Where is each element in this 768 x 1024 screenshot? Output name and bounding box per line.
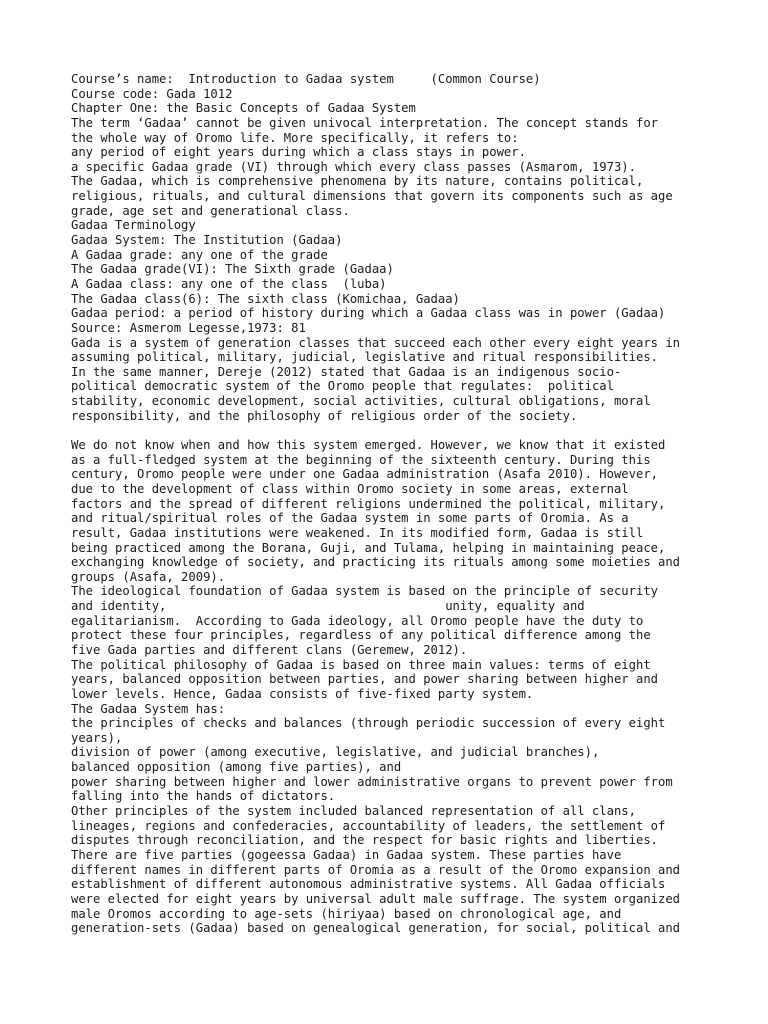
document-page — [71, 72, 711, 936]
text-line: grade, age set and generational class. — [71, 203, 350, 218]
text-line: generation-sets (Gadaa) based on genealogical generation, for social, political and — [71, 921, 681, 936]
text-line: the principles of checks and balances (through periodic succession of every eight — [71, 716, 666, 731]
text-line — [71, 423, 711, 438]
text-line: The Gadaa class(6): The sixth class (Komichaa, Gadaa) — [71, 291, 460, 306]
text-line: The term ‘Gadaa’ cannot be given univocal interpretation. The concept stands for — [71, 115, 658, 130]
text-line: The Gadaa, which is comprehensive phenomena by its nature, contains political, — [71, 174, 644, 189]
text-line: Course’s name: Introduction to Gadaa system (Common Course) — [71, 72, 541, 86]
text-line: Course code: Gada 1012 — [71, 86, 233, 101]
text-line: religious, rituals, and cultural dimensions that govern its components such as age — [71, 189, 673, 204]
text-line: male Oromos according to age-sets (hiriyaa) based on chronological age, and — [71, 906, 622, 921]
text-line: Gadaa period: a period of history during which a Gadaa class was in power (Gadaa) — [71, 306, 666, 321]
text-line: a specific Gadaa grade (VI) through which every class passes (Asmarom, 1973). — [71, 159, 636, 174]
text-line: division of power (among executive, legislative, and judicial branches), — [71, 745, 600, 760]
text-line: years), — [71, 730, 123, 745]
text-line: Gada is a system of generation classes that succeed each other every eight years in — [71, 335, 681, 350]
text-line: were elected for eight years by universal adult male suffrage. The system organized — [71, 891, 681, 906]
text-line: years, balanced opposition between parties, and power sharing between higher and — [71, 672, 658, 687]
text-line: There are five parties (gogeessa Gadaa) in Gadaa system. These parties have — [71, 847, 622, 862]
text-line: Chapter One: the Basic Concepts of Gadaa System — [71, 101, 416, 116]
text-line: as a full-fledged system at the beginning of the sixteenth century. During this — [71, 452, 651, 467]
text-line: being practiced among the Borana, Guji, and Tulama, helping in maintaining peace, — [71, 540, 666, 555]
text-line: assuming political, military, judicial, legislative and ritual responsibilities. — [71, 350, 658, 365]
text-line: A Gadaa class: any one of the class (luba) — [71, 276, 387, 291]
text-line: different names in different parts of Oromia as a result of the Oromo expansion and — [71, 862, 681, 877]
text-line: disputes through reconciliation, and the respect for basic rights and liberties. — [71, 833, 658, 848]
text-line: Other principles of the system included balanced representation of all clans, — [71, 804, 636, 819]
text-line: century, Oromo people were under one Gadaa administration (Asafa 2010). However, — [71, 467, 658, 482]
text-line: exchanging knowledge of society, and practicing its rituals among some moieties and — [71, 555, 681, 570]
text-line: groups (Asafa, 2009). — [71, 569, 226, 584]
text-line: and ritual/spiritual roles of the Gadaa system in some parts of Oromia. As a — [71, 511, 629, 526]
text-line: and identity, unity, equality and — [71, 599, 585, 614]
text-line: factors and the spread of different religions undermined the political, military, — [71, 496, 666, 511]
text-line: result, Gadaa institutions were weakened. In its modified form, Gadaa is still — [71, 525, 644, 540]
text-line: Gadaa Terminology — [71, 218, 196, 233]
text-line: falling into the hands of dictators. — [71, 789, 336, 804]
text-line: Source: Asmerom Legesse,1973: 81 — [71, 320, 306, 335]
text-line: Gadaa System: The Institution (Gadaa) — [71, 233, 343, 248]
text-line: The political philosophy of Gadaa is based on three main values: terms of eight — [71, 657, 651, 672]
text-line: lineages, regions and confederacies, accountability of leaders, the settlement of — [71, 818, 666, 833]
text-line: lower levels. Hence, Gadaa consists of five-fixed party system. — [71, 686, 534, 701]
text-line: protect these four principles, regardless of any political difference among the — [71, 628, 651, 643]
text-line: egalitarianism. According to Gada ideology, all Oromo people have the duty to — [71, 613, 644, 628]
text-line: balanced opposition (among five parties), and — [71, 760, 402, 775]
text-line: A Gadaa grade: any one of the grade — [71, 247, 328, 262]
text-line: any period of eight years during which a class stays in power. — [71, 145, 526, 160]
text-line: In the same manner, Dereje (2012) stated that Gadaa is an indigenous socio- — [71, 364, 622, 379]
text-line: power sharing between higher and lower administrative organs to prevent power from — [71, 774, 673, 789]
text-line: establishment of different autonomous administrative systems. All Gadaa officials — [71, 877, 666, 892]
text-line: We do not know when and how this system emerged. However, we know that it existed — [71, 438, 666, 453]
text-line: due to the development of class within Oromo society in some areas, external — [71, 481, 629, 496]
text-line: five Gada parties and different clans (Geremew, 2012). — [71, 642, 468, 657]
text-line: stability, economic development, social activities, cultural obligations, moral — [71, 394, 651, 409]
text-line: responsibility, and the philosophy of religious order of the society. — [71, 408, 578, 423]
text-line: the whole way of Oromo life. More specifically, it refers to: — [71, 130, 519, 145]
text-line: The Gadaa System has: — [71, 701, 226, 716]
text-line: political democratic system of the Oromo people that regulates: political — [71, 379, 614, 394]
text-line: The Gadaa grade(VI): The Sixth grade (Gadaa) — [71, 262, 394, 277]
text-line: The ideological foundation of Gadaa system is based on the principle of security — [71, 584, 658, 599]
